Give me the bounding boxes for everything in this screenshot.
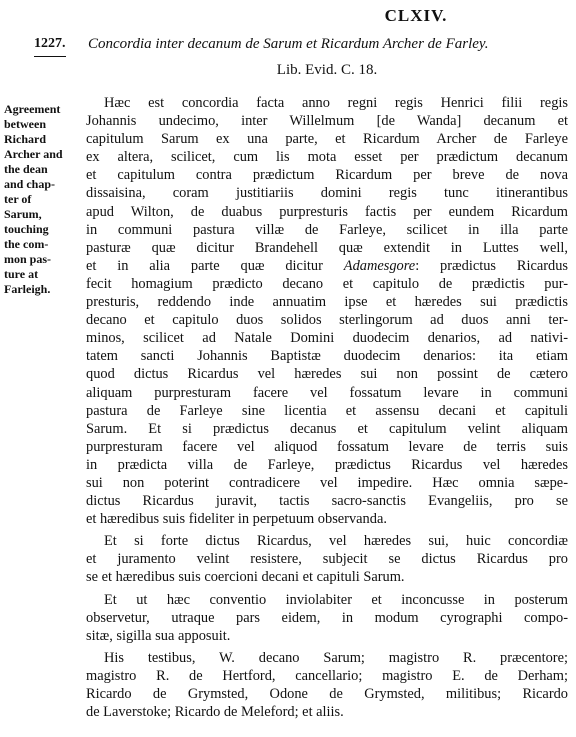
chapter-number: CLXIV.: [384, 6, 448, 25]
paragraph: [86, 94, 568, 528]
text-line: magistro R. de Hertford, cancellario; magistro E. de Derham;: [86, 667, 568, 684]
text-line: se et hæredibus suis coercioni decani et capituli Sarum.: [86, 569, 405, 586]
place-name: Adamesgore: [343, 257, 416, 274]
margin-note-line: ture at: [4, 267, 39, 281]
text-line: fecit homagium prædicto decano et capitulo de prædictis pur-: [86, 275, 568, 292]
document-title: Concordia inter decanum de Sarum et Ricardum Archer de Farley.: [88, 36, 489, 52]
text-line: minos, scilicet ad Natale Domini duodecim denarios, ad nativi-: [86, 330, 568, 347]
source-reference: Lib. Evid. C. 18.: [276, 62, 378, 78]
text-line: observetur, utraque pars eidem, in modum cyrographi compo-: [86, 609, 568, 626]
text-line: decano et capitulo duos solidos sterlingorum ad duos anni ter-: [86, 312, 568, 329]
text-line: Johannis undecimo, inter Willelmum [de Wanda] decanum et: [86, 113, 568, 130]
text-line: et hæredibus suis fideliter in perpetuum observanda.: [86, 511, 387, 528]
margin-note-line: touching: [4, 222, 49, 236]
document-number: 1227.: [34, 36, 66, 51]
text-line: in prædicta villa de Farleye, prædictus Ricardus vel hæredes: [86, 456, 568, 473]
text-line: Sarum. Et si prædictus decanus et capitulum velint aliquam: [86, 420, 568, 437]
margin-note-line: ter of: [4, 192, 32, 206]
text-line: presturis, reddendo inde annuatim ipse et hæredes sui prædictis: [86, 294, 568, 311]
text-line: sitæ, sigilla sua apposuit.: [86, 627, 231, 644]
text-line: apud Wilton, de duabus purpresturis factis per eundem Ricardum: [86, 203, 568, 220]
paragraph: [86, 591, 568, 645]
text-line: et juramento velint resistere, subjecit se dictus Ricardus pro: [86, 551, 568, 568]
text-line: His testibus, W. decano Sarum; magistro R. præcentore;: [104, 649, 568, 666]
paragraph: [86, 532, 568, 586]
chapter-heading: [0, 6, 576, 26]
margin-note-line: the com-: [4, 237, 49, 251]
text-line: purpresturam facere vel aliquod fossatum levare de terris suis: [86, 438, 568, 455]
text-line: sui non poterint contradicere vel impedire. Hæc omnia sæpe-: [86, 474, 568, 491]
margin-note-line: Farleigh.: [4, 282, 51, 296]
margin-note-line: Archer and: [4, 147, 63, 161]
charter-text: [86, 94, 568, 721]
text-segment: : prædictus Ricardus: [415, 257, 569, 274]
text-line: Hæc est concordia facta anno regni regis Henrici filii regis: [104, 95, 568, 111]
margin-note-line: the dean: [4, 162, 48, 176]
text-line: pastura de Farleye sine licentia et assensu decani et capituli: [86, 402, 568, 419]
text-line: pasturæ quæ dicitur Brandehell quæ extendit in Luttes well,: [86, 239, 568, 256]
margin-note-line: and chap-: [4, 177, 56, 191]
document-source: [0, 62, 576, 79]
margin-note: [4, 102, 80, 297]
margin-note-line: mon pas-: [4, 252, 52, 266]
text-line: [86, 257, 568, 275]
text-line: dissaisina, coram justitiariis domini regis tunc itinerantibus: [86, 185, 568, 202]
text-line: capitulum Sarum ex una parte, et Ricardum Archer de Farleye: [86, 131, 568, 148]
text-line: Et ut hæc conventio inviolabiter et inconcusse in posterum: [104, 591, 568, 608]
text-line: Et si forte dictus Ricardus, vel hæredes sui, huic concordiæ: [104, 533, 568, 550]
text-line: tatem sancti Johannis Baptistæ duodecim denarios: ita etiam: [86, 348, 568, 365]
text-line: in communi pastura villæ de Farleye, scilicet in illa parte: [86, 221, 568, 238]
text-line: de Laverstoke; Ricardo de Meleford; et aliis.: [86, 704, 344, 721]
margin-note-line: Richard: [4, 132, 46, 146]
paragraph: [86, 649, 568, 721]
text-line: dictus Ricardus juravit, tactis sacro-sanctis Evangeliis, pro se: [86, 493, 568, 510]
margin-note-line: Agreement: [4, 102, 61, 116]
text-line: Ricardo de Grymsted, Odone de Grymsted, militibus; Ricardo: [86, 686, 568, 702]
text-line: ex altera, scilicet, cum lis mota esset per prædictum decanum: [86, 149, 568, 166]
text-line: aliquam purpresturam facere vel fossatum levare in communi: [86, 384, 568, 401]
document-number-rule: [34, 56, 66, 57]
text-segment: et in alia parte quæ dicitur: [86, 257, 344, 274]
text-line: quod dictus Ricardus vel hæredes sui non possint de cætero: [86, 366, 568, 383]
margin-note-line: between: [4, 117, 46, 131]
text-line: et capitulum contra prædictum Ricardum per breve de nova: [86, 167, 568, 184]
margin-note-line: Sarum,: [4, 207, 42, 221]
